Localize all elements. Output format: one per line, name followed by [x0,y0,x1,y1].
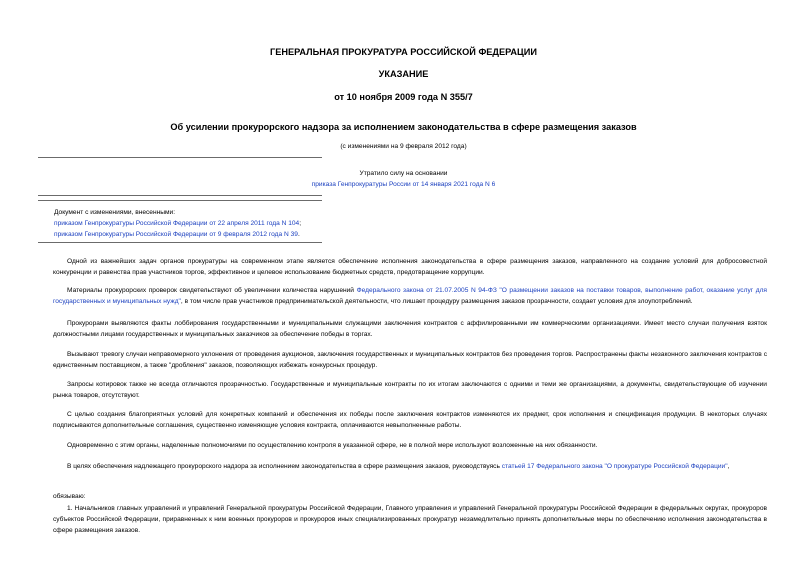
body-paragraph: Вызывают тревогу случаи неправомерного уклонения от проведения аукционов, заключения государственных и муниципальных контрактов без проведения торгов. Распространены факты незаконного заключения контрактов с единственным поставщиком, а также "дробления" заказов, позволяющих избежать конкурсных процедур. [53,351,767,369]
changes-separator: . [297,231,300,238]
document-date-number: от 10 ноября 2009 года N 355/7 [334,92,473,102]
status-link-line [0,180,807,189]
body-paragraph: С целью создания благоприятных условий для конкретных компаний и обеспечения их победы после заключения контрактов изменяются их предмет, срок исполнения и спецификация продукции. В некоторых случаях подписываются дополнительные соглашения, существенно изменяющие условия контракта, оплачиваются невыполненные работы. [53,411,767,429]
divider [38,195,322,196]
status-note: Утратило силу на основании [359,170,448,177]
body-paragraph: Запросы котировок также не всегда отличаются прозрачностью. Государственные и муниципальные контракты по их итогам заключаются с одними и теми же организациями, а документы, свидетельствующие об изучении рынка товаров, отсутствуют. [53,381,767,399]
body-paragraph: В целях обеспечения надлежащего прокурорского надзора за исполнением законодательства в сфере размещения заказов, руководствуясь статьей 17 Федерального закона "О прокуратуре Российской Федерации", [67,463,730,470]
edition-note: (с изменениями на 9 февраля 2012 года) [340,143,467,150]
body-paragraph: Материалы прокурорских проверок свидетельствуют об увеличении количества нарушений Федерального закона от 21.07.2005 N 94-ФЗ "О размещении заказов на поставки товаров, выполнение работ, оказание услуг для государственных и муниципальных нужд", в том числе прав участников предпринимательской деятельности, что лишает процедуру размещения заказов прозрачности, создает условия для злоупотреблений. [53,287,767,305]
change-order-link-2[interactable]: приказом Генпрокуратуры Российской Федерации от 9 февраля 2012 года N 39 [54,231,298,238]
document-type: УКАЗАНИЕ [378,69,429,79]
body-paragraph: 1. Начальников главных управлений и управлений Генеральной прокуратуры Российской Федерации, Главного управления и управлений Генеральной прокуратуры Российской Федерации в федеральных округах, прокуроров субъектов Российской Федерации, приравненных к ним военных прокуроров и прокуроров иных специализированных прокуратур незамедлительно принять дополнительные меры по обеспечению исполнения законодательства в сфере размещения заказов. [53,505,767,534]
body-paragraph: Одновременно с этим органы, наделенные полномочиями по осуществлению контроля в указанной сфере, не в полной мере используют возложенные на них обязанности. [67,442,598,449]
body-paragraph: Одной из важнейших задач органов прокуратуры на современном этапе является обеспечение исполнения законодательства в сфере размещения заказов, направленного на создание условий для добросовестной конкуренции и равенства прав участников торгов, эффективное и целевое использование бюджетных средств, предотвращение коррупции. [53,258,767,276]
body-paragraph: обязываю: [53,493,86,500]
divider [38,157,322,158]
change-order-link-1[interactable]: приказом Генпрокуратуры Российской Федерации от 22 апреля 2011 года N 104 [54,220,300,227]
prosecutor-law-article-17-link[interactable]: статьей 17 Федерального закона "О прокуратуре Российской Федерации" [501,463,728,470]
divider [38,242,322,243]
body-paragraph: Прокурорами выявляются факты лоббирования государственными и муниципальными служащими заключения контрактов с аффилированными им коммерческими организациями. Имеет место случаи получения взяток должностными лицами государственных и муниципальных заказчиков за обеспечение победы в торгах. [53,320,767,338]
repeal-order-link[interactable]: приказа Генпрокуратуры России от 14 января 2021 года N 6 [311,181,496,188]
federal-law-94-fz-link[interactable]: Федерального закона от 21.07.2005 N 94-ФЗ "О размещении заказов на поставки товаров, выполнение работ, оказание услуг для государственных и муниципальных нужд" [53,287,767,305]
changes-block [54,207,301,240]
document-title: Об усилении прокурорского надзора за исполнением законодательства в сфере размещения заказов [170,122,637,132]
divider [38,200,322,201]
changes-separator: ; [299,220,302,227]
issuing-organization: ГЕНЕРАЛЬНАЯ ПРОКУРАТУРА РОССИЙСКОЙ ФЕДЕРАЦИИ [270,47,537,57]
changes-intro: Документ с изменениями, внесенными: [54,209,176,216]
